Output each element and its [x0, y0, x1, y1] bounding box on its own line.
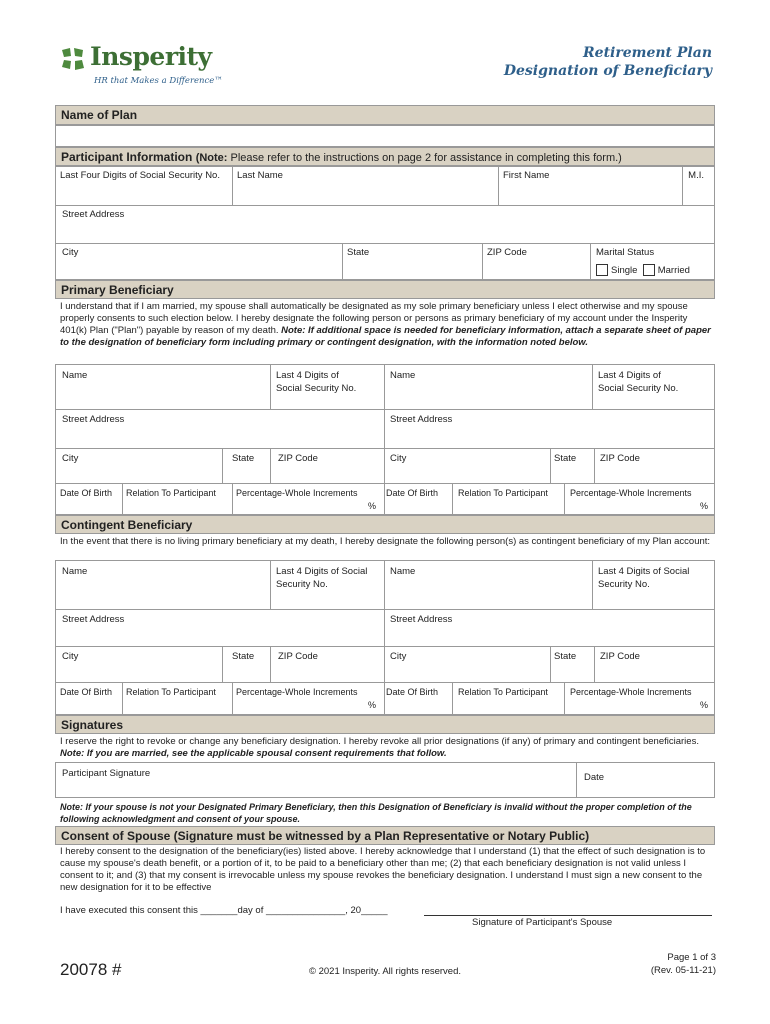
contingent-ssn-field-2[interactable] [594, 563, 693, 593]
revision: (Rev. 05-11-21) [650, 965, 716, 976]
primary-street-field-2[interactable]: Street Address [390, 414, 453, 425]
primary-state-field-1[interactable]: State [232, 453, 255, 464]
primary-heading: Primary Beneficiary [55, 280, 715, 299]
contingent-city-field-1[interactable]: City [62, 651, 79, 662]
primary-ssn-label-1b: Social Security No. [276, 383, 357, 394]
participant-heading [55, 147, 715, 166]
participant-note-prefix: (Note: [195, 152, 228, 164]
primary-dob-field-1[interactable]: Date Of Birth [60, 488, 113, 498]
participant-last-name-field[interactable]: Last Name [237, 170, 283, 181]
primary-relation-field-2[interactable]: Relation To Participant [458, 488, 548, 498]
contingent-pct-field-1[interactable] [232, 684, 382, 714]
logo-tagline: HR that Makes a Difference™ [94, 76, 223, 86]
contingent-pct-field-2[interactable] [566, 684, 714, 714]
contingent-heading: Contingent Beneficiary [55, 515, 715, 534]
married-label: Married [657, 265, 690, 276]
form-number: 20078 # [60, 960, 122, 979]
primary-street-field-1[interactable]: Street Address [62, 414, 125, 425]
primary-ssn-field-1[interactable] [272, 367, 360, 397]
contingent-ssn-label-2a: Last 4 Digits of Social [598, 566, 690, 577]
primary-ssn-label-2b: Social Security No. [598, 383, 679, 394]
contingent-dob-field-2[interactable]: Date Of Birth [386, 687, 439, 697]
page-info [651, 951, 716, 977]
contingent-dob-field-1[interactable]: Date Of Birth [60, 687, 113, 697]
primary-name-field-2[interactable]: Name [390, 370, 416, 381]
contingent-grid [55, 560, 715, 715]
page-number: Page 1 of 3 [667, 952, 716, 963]
contingent-ssn-label-2b: Security No. [598, 579, 650, 590]
primary-ssn-label-2a: Last 4 Digits of [598, 370, 661, 381]
participant-city-field[interactable]: City [62, 247, 79, 258]
primary-name-field-1[interactable]: Name [62, 370, 88, 381]
primary-zip-field-1[interactable]: ZIP Code [278, 453, 318, 464]
primary-paragraph: I understand that if I am married, my spouse shall automatically be designated as my sole primary beneficiary unless I elect otherwise and my spouse properly consents to such election below. I hereby designate the following person or persons as primary beneficiary of my account under the Insperity 401(k) Plan ("Plan") payable by reason of my death. [60, 301, 688, 336]
primary-pct-field-1[interactable] [232, 485, 382, 515]
primary-pct-label-2: Percentage-Whole Increments [570, 488, 692, 498]
participant-mi-field[interactable]: M.I. [688, 170, 704, 181]
single-label: Single [611, 265, 638, 276]
participant-signature-field[interactable]: Participant Signature [62, 768, 151, 779]
contingent-pct-label-1: Percentage-Whole Increments [236, 687, 358, 697]
contingent-ssn-label-1b: Security No. [276, 579, 328, 590]
primary-ssn-label-1a: Last 4 Digits of [276, 370, 339, 381]
primary-relation-field-1[interactable]: Relation To Participant [126, 488, 216, 498]
contingent-pct-sign-1: % [367, 700, 376, 710]
contingent-state-field-2[interactable]: State [554, 651, 577, 662]
title-line-1: Retirement Plan [583, 45, 712, 61]
signatures-paragraph: I reserve the right to revoke or change any beneficiary designation. I hereby revoke all prior designations (if any) of primary and contingent beneficiaries. [60, 736, 699, 747]
contingent-name-field-2[interactable]: Name [390, 566, 416, 577]
primary-zip-field-2[interactable]: ZIP Code [600, 453, 640, 464]
marital-status-label: Marital Status [596, 247, 655, 258]
participant-section [55, 166, 715, 280]
logo-wordmark: Insperity [90, 42, 212, 71]
signatures-heading: Signatures [55, 715, 715, 734]
participant-date-field[interactable]: Date [584, 772, 605, 783]
contingent-zip-field-1[interactable]: ZIP Code [278, 651, 318, 662]
participant-first-name-field[interactable]: First Name [503, 170, 550, 181]
primary-grid [55, 364, 715, 515]
contingent-pct-sign-2: % [699, 700, 708, 710]
plan-name-field[interactable] [55, 125, 715, 147]
contingent-street-field-2[interactable]: Street Address [390, 614, 453, 625]
married-checkbox[interactable] [643, 264, 655, 276]
primary-dob-field-2[interactable]: Date Of Birth [386, 488, 439, 498]
primary-city-field-2[interactable]: City [390, 453, 407, 464]
spouse-signature-line[interactable] [424, 915, 712, 916]
primary-ssn-field-2[interactable] [594, 367, 682, 397]
plan-heading: Name of Plan [55, 105, 715, 125]
primary-note: Note: If additional space is needed for beneficiary information, attach a separate sheet of paper to the designation of beneficiary form including primary or contingent designation, with the information noted below. [60, 325, 711, 348]
participant-heading-text: Participant Information [61, 150, 193, 164]
primary-city-field-1[interactable]: City [62, 453, 79, 464]
primary-text [60, 301, 712, 349]
consent-heading: Consent of Spouse (Signature must be witnessed by a Plan Representative or Notary Public) [55, 826, 715, 845]
participant-street-field[interactable]: Street Address [62, 209, 125, 220]
contingent-state-field-1[interactable]: State [232, 651, 255, 662]
signatures-text [60, 736, 712, 760]
contingent-pct-label-2: Percentage-Whole Increments [570, 687, 692, 697]
leaf-logo-icon [60, 46, 86, 72]
insperity-logo [60, 42, 223, 92]
consent-executed-line[interactable]: I have executed this consent this _______day of _______________, 20_____ [60, 905, 388, 916]
contingent-name-field-1[interactable]: Name [62, 566, 88, 577]
contingent-relation-field-1[interactable]: Relation To Participant [126, 687, 216, 697]
form-title [504, 44, 712, 80]
participant-state-field[interactable]: State [347, 247, 370, 258]
title-line-2: Designation of Beneficiary [503, 63, 712, 79]
contingent-zip-field-2[interactable]: ZIP Code [600, 651, 640, 662]
consent-paragraph: I hereby consent to the designation of the beneficiary(ies) listed above. I hereby acknowledge that I understand (1) that the effect of such designation is to cause my spouse's death benefit, or a portion of it, to be paid to a beneficiary other than me; (2) that each beneficiary designation is not valid unless I consent to it; and (3) that my consent is irrevocable unless my spouse revokes the beneficiary designation. I understand I must sign a new consent to the new designation for it to be effective [60, 846, 706, 893]
spouse-signature-label: Signature of Participant's Spouse [472, 917, 613, 928]
participant-ssn-field[interactable]: Last Four Digits of Social Security No. [60, 170, 220, 181]
participant-note: Please refer to the instructions on page 2 for assistance in completing this form.) [227, 152, 622, 164]
spouse-warning-note: Note: If your spouse is not your Designated Primary Beneficiary, then this Designation of Beneficiary is invalid without the proper completion of the following acknowledgment and consent of your spouse. [60, 802, 692, 824]
participant-signature-row [55, 762, 715, 798]
primary-state-field-2[interactable]: State [554, 453, 577, 464]
marital-single-option[interactable] [592, 262, 694, 279]
single-checkbox[interactable] [596, 264, 608, 276]
contingent-paragraph: In the event that there is no living primary beneficiary at my death, I hereby designate the following person(s) as contingent beneficiary of my Plan account: [60, 536, 711, 547]
contingent-ssn-label-1a: Last 4 Digits of Social [276, 566, 368, 577]
participant-zip-field[interactable]: ZIP Code [487, 247, 527, 258]
contingent-relation-field-2[interactable]: Relation To Participant [458, 687, 548, 697]
primary-pct-sign-1: % [367, 501, 376, 511]
contingent-street-field-1[interactable]: Street Address [62, 614, 125, 625]
contingent-city-field-2[interactable]: City [390, 651, 407, 662]
contingent-ssn-field-1[interactable] [272, 563, 371, 593]
primary-pct-sign-2: % [699, 501, 708, 511]
primary-pct-field-2[interactable] [566, 485, 714, 515]
signatures-note: Note: If you are married, see the applicable spousal consent requirements that follow. [60, 748, 447, 759]
copyright: © 2021 Insperity. All rights reserved. [308, 966, 462, 977]
primary-pct-label-1: Percentage-Whole Increments [236, 488, 358, 498]
